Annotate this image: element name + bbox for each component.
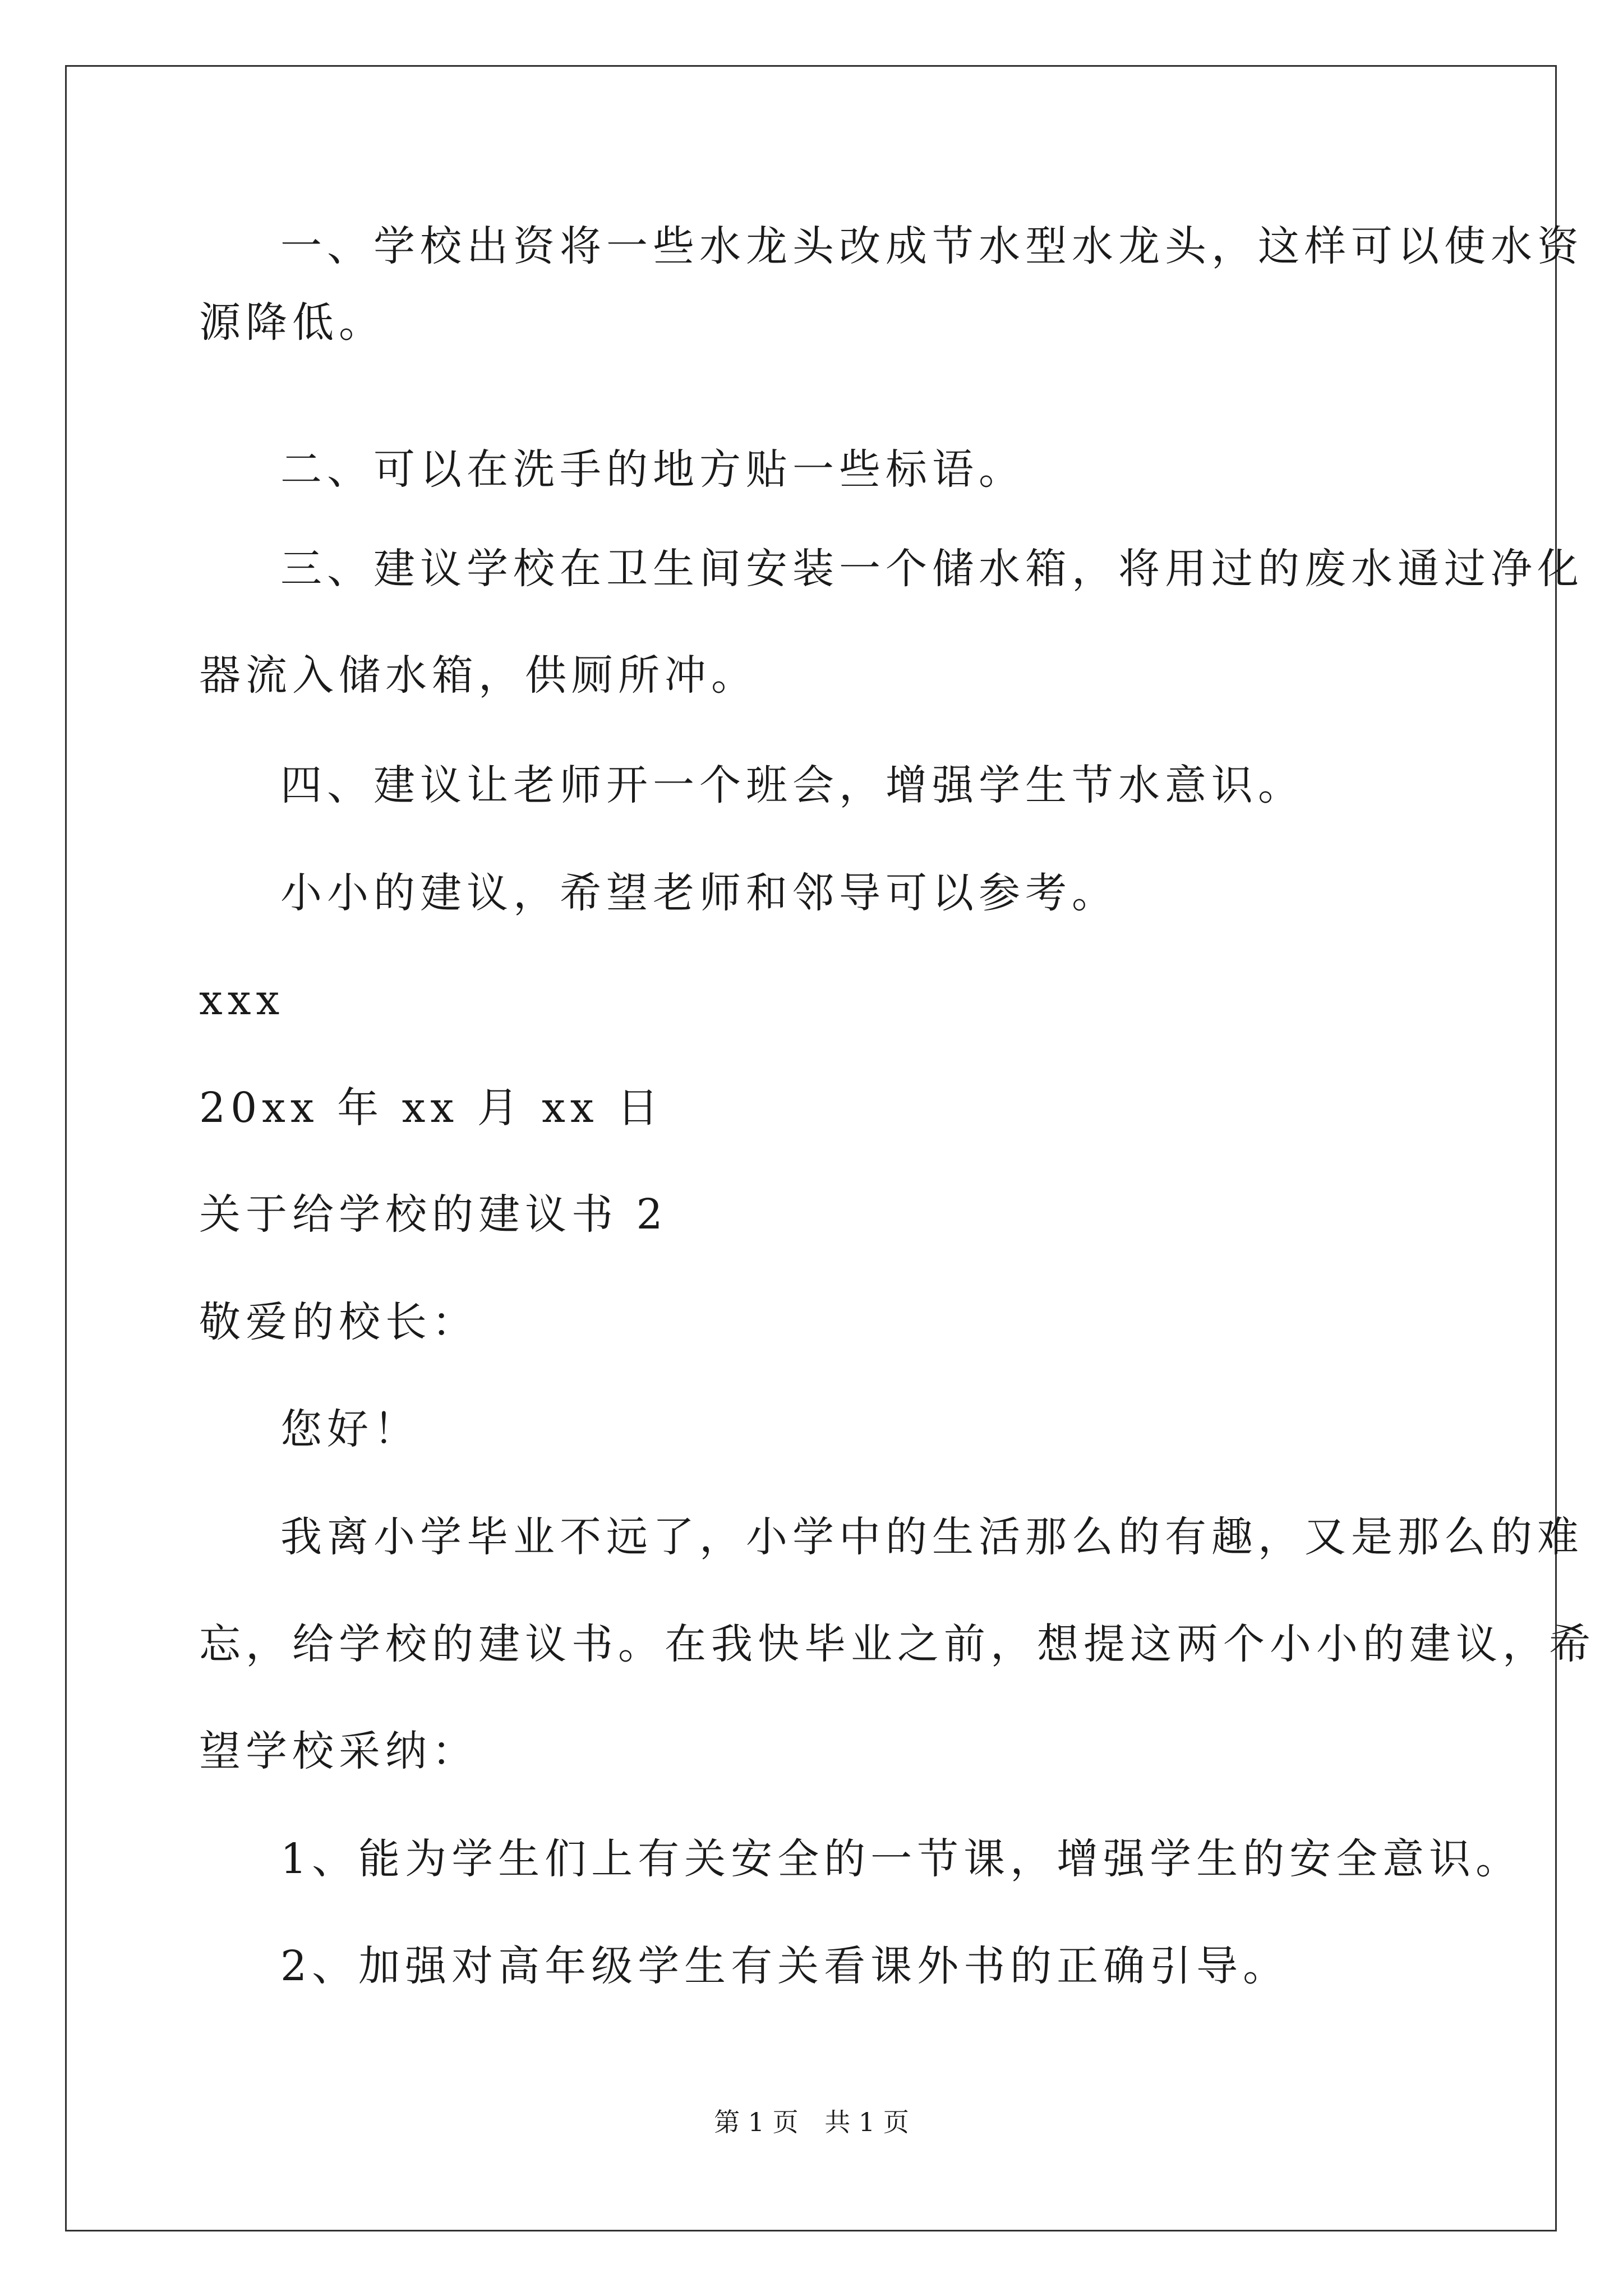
paragraph-line: 源降低。 (199, 298, 385, 347)
page-number: 第 1 页 (714, 2107, 799, 2137)
paragraph-line: 我离小学毕业不远了，小学中的生活那么的有趣，又是那么的难 (280, 1513, 1584, 1561)
list-item: 1、能为学生们上有关安全的一节课，增强学生的安全意识。 (280, 1835, 1523, 1883)
paragraph-line: 器流入储水箱，供厕所冲。 (199, 651, 758, 700)
section-title: 关于给学校的建议书 2 (199, 1190, 668, 1239)
paragraph-line: 小小的建议，希望老师和邻导可以参考。 (280, 869, 1118, 917)
page-border (65, 65, 1557, 2231)
salutation: 敬爱的校长： (199, 1298, 478, 1346)
page-total: 共 1 页 (824, 2107, 909, 2137)
paragraph-line: 三、建议学校在卫生间安装一个储水箱，将用过的废水通过净化 (280, 545, 1584, 593)
signature-name: xxx (199, 976, 285, 1024)
page-footer (0, 2109, 1623, 2135)
paragraph-line: 望学校采纳： (199, 1727, 478, 1775)
signature-date: 20xx 年 xx 月 xx 日 (199, 1084, 664, 1132)
paragraph-line: 二、可以在洗手的地方贴一些标语。 (280, 445, 1025, 494)
paragraph-line: 忘，给学校的建议书。在我快毕业之前，想提这两个小小的建议，希 (199, 1620, 1596, 1668)
greeting: 您好！ (280, 1405, 420, 1453)
paragraph-line: 一、学校出资将一些水龙头改成节水型水龙头，这样可以使水资 (280, 222, 1584, 270)
paragraph-line: 四、建议让老师开一个班会，增强学生节水意识。 (280, 761, 1304, 809)
list-item: 2、加强对高年级学生有关看课外书的正确引导。 (280, 1942, 1290, 1990)
